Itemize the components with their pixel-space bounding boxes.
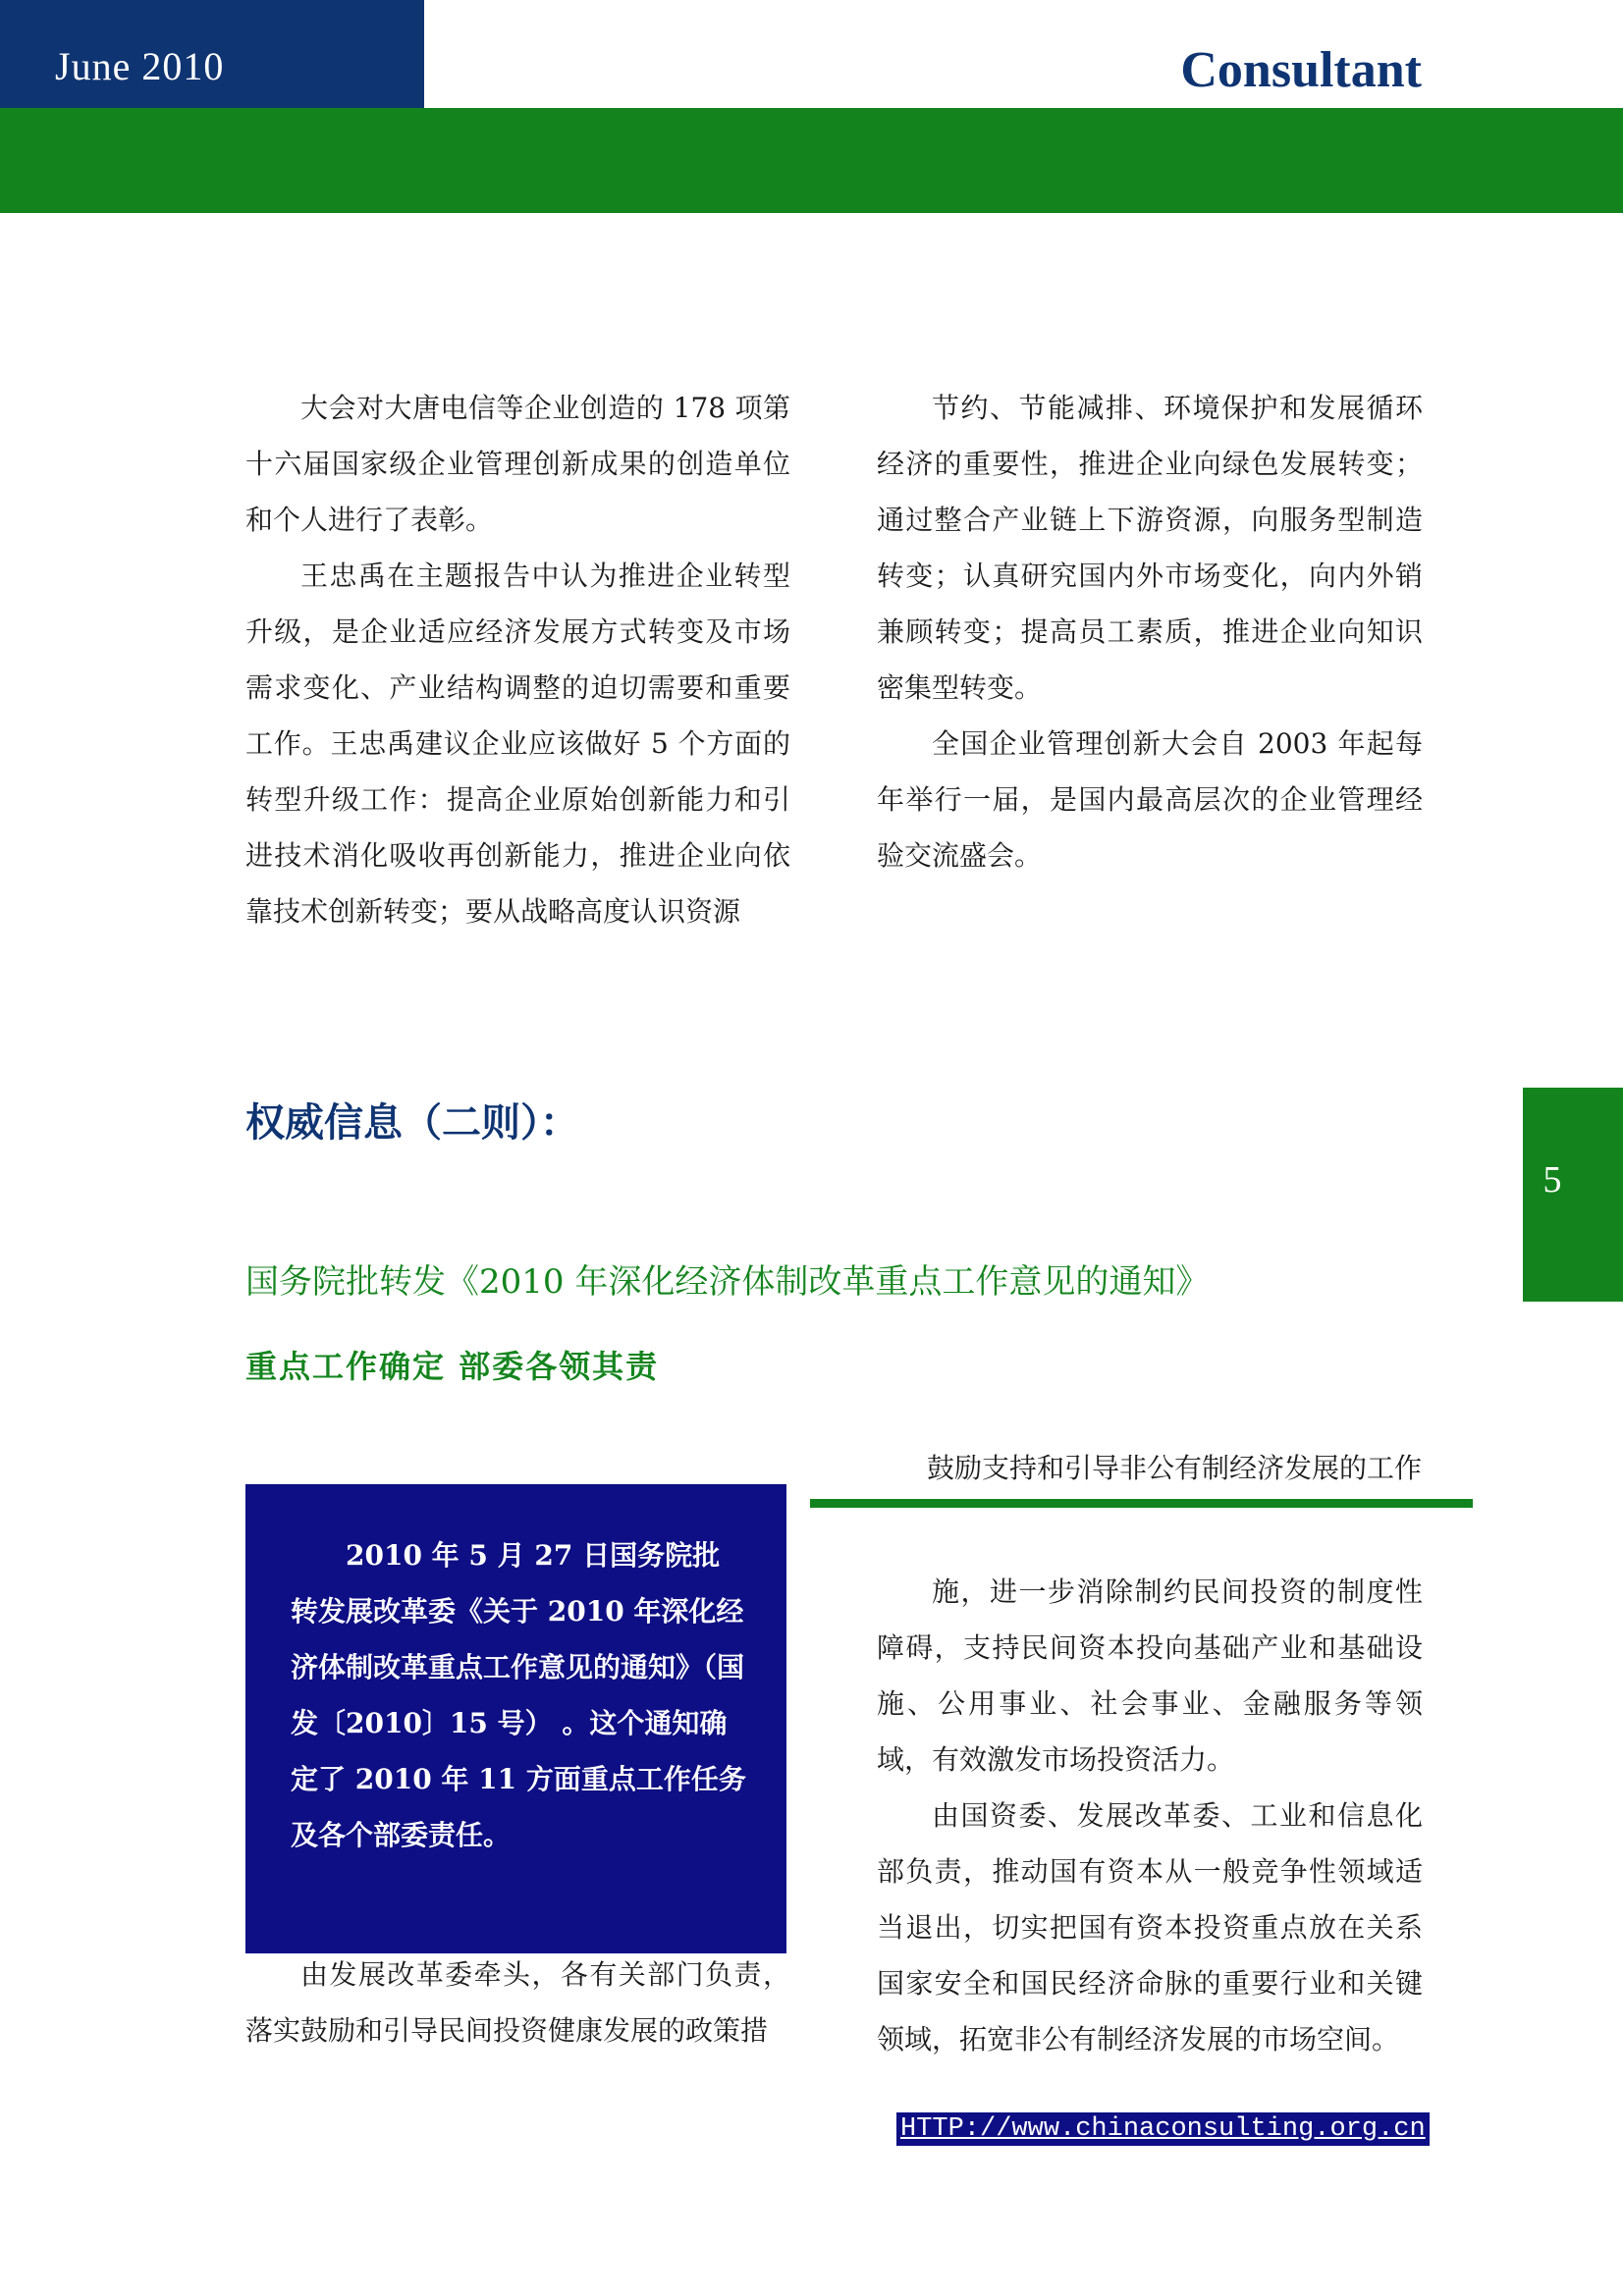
- callout-text: [291, 1527, 747, 1863]
- heading-rule: [810, 1499, 1473, 1508]
- page-number: 5: [1542, 1159, 1562, 1201]
- bottom-right-column: [877, 1564, 1423, 2067]
- section-heading: 权威信息（二则）：: [245, 1099, 579, 1146]
- article-subtitle: 重点工作确定 部委各领其责: [245, 1348, 660, 1385]
- top-right-column: [877, 380, 1423, 883]
- paragraph: 由国资委、发展改革委、工业和信息化部负责，推动国有资本从一般竞争性领域适当退出，切实把国有资本投资重点放在关系国家安全和国民经济命脉的重要行业和关键领域，拓宽非公有制经济发展的市场空间。: [877, 1799, 1423, 2056]
- header-green-bar: [0, 108, 1623, 213]
- paragraph: 王忠禹在主题报告中认为推进企业转型升级，是企业适应经济发展方式转变及市场需求变化、产业结构调整的迫切需要和重要工作。王忠禹建议企业应该做好 5 个方面的转型升级工作：提高企业原始创新能力和引进技术消化吸收再创新能力，推进企业向依靠技术创新转变；要从战略高度认识资源: [245, 560, 790, 928]
- article-title: 国务院批转发《2010 年深化经济体制改革重点工作意见的通知》: [245, 1262, 1210, 1302]
- magazine-title: Consultant: [1180, 42, 1422, 98]
- paragraph: 节约、节能减排、环境保护和发展循环经济的重要性，推进企业向绿色发展转变；通过整合产业链上下游资源，向服务型制造转变；认真研究国内外市场变化，向内外销兼顾转变；提高员工素质，推进企业向知识密集型转变。: [877, 392, 1423, 704]
- right-column-heading: 鼓励支持和引导非公有制经济发展的工作: [926, 1452, 1422, 1484]
- paragraph: 大会对大唐电信等企业创造的 178 项第十六届国家级企业管理创新成果的创造单位和个人进行了表彰。: [245, 392, 790, 536]
- issue-date: June 2010: [55, 44, 225, 88]
- callout-paragraph: 2010 年 5 月 27 日国务院批转发展改革委《关于 2010 年深化经济体制改革重点工作意见的通知》（国发〔2010〕15 号） 。这个通知确定了 2010 年 11 方面重点工作任务及各个部委责任。: [291, 1539, 746, 1851]
- paragraph: 由发展改革委牵头，各有关部门负责，落实鼓励和引导民间投资健康发展的政策措: [245, 1958, 790, 2047]
- paragraph: 施，进一步消除制约民间投资的制度性障碍，支持民间资本投向基础产业和基础设施、公用事业、社会事业、金融服务等领域，有效激发市场投资活力。: [877, 1575, 1423, 1776]
- website-link[interactable]: HTTP://www.chinaconsulting.org.cn: [896, 2112, 1430, 2146]
- paragraph: 全国企业管理创新大会自 2003 年起每年举行一届，是国内最高层次的企业管理经验交流盛会。: [877, 727, 1423, 872]
- bottom-left-column: [245, 1947, 790, 2058]
- top-left-column: [245, 380, 790, 939]
